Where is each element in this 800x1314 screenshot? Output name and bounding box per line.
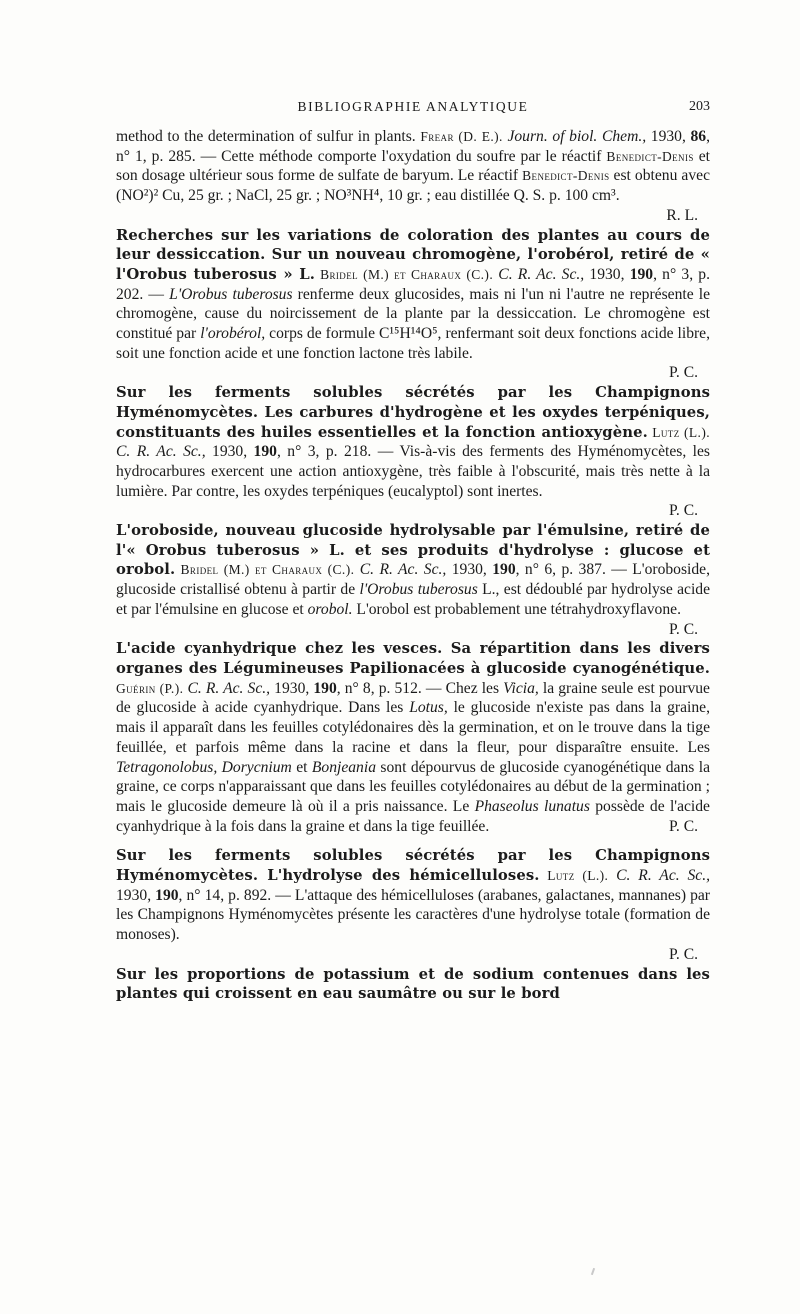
genus-name: Lotus, <box>409 699 448 717</box>
entry-title: Sur les ferments solubles sécrétés par les Champignons Hyménomycètes. L'hydrolyse des hémicelluloses. <box>116 847 710 885</box>
author-name: Bridel (M.) et Charaux (C.). <box>175 562 355 578</box>
reviewer-signature: P. C. <box>668 945 698 963</box>
volume-number: 190 <box>313 679 337 697</box>
entry-title: L'acide cyanhydrique chez les vesces. Sa répartition dans les divers organes des Légumineuses Papilionacées à glucoside cyanogénétique. <box>116 640 710 677</box>
entry-hemicelluloses <box>116 846 710 945</box>
volume-number: 190 <box>492 561 516 579</box>
print-speck <box>591 1268 595 1275</box>
volume-number: 86 <box>690 128 707 145</box>
entry-potassium-sodium <box>116 965 710 1004</box>
author-name: Lutz (L.). <box>647 424 710 440</box>
volume-number: 190 <box>629 265 654 283</box>
page-reference: , n° 6, p. 387. <box>515 561 606 579</box>
entry-text: corps de formule C¹⁵H¹⁴O⁵, renfermant soit deux fonctions acide libre, soit une fonction acide et une fonction lactone très labile. <box>116 325 710 362</box>
journal-name: C. R. Ac. Sc., <box>608 867 710 885</box>
entry-text: — Chez les <box>421 679 504 697</box>
genus-name: Bonjeania <box>311 758 376 776</box>
entry-text: et <box>291 758 312 776</box>
entry-text: — L'attaque des hémicelluloses (arabanes, galactanes, mannanes) par les Champignons Hyménomycètes présente les caractères d'une hydrolyse totale (formation de monoses). <box>116 886 710 944</box>
species-name: l'Orobus tuberosus <box>359 581 478 599</box>
entry-text: renferme deux glucosides, mais ni l'un ni l'autre ne représente le chromogène, cause du noircissement de la plante par la dessiccation. Le chromogène est constitué par <box>116 285 711 343</box>
entry-sulfur-method <box>116 127 710 206</box>
entry-cyanhydric-acid <box>116 639 710 836</box>
entry-text: la graine seule est pourvue de glucoside à acide cyanhydrique. Dans les <box>116 679 710 717</box>
year: 1930, <box>205 443 254 461</box>
page-reference: , n° 1, p. 285. <box>116 128 710 165</box>
page-reference: , n° 14, p. 892. <box>178 886 272 904</box>
year: 1930, <box>116 886 156 904</box>
genus-name: Phaseolus lunatus <box>474 797 590 815</box>
reviewer-signature: P. C. <box>668 817 698 835</box>
entry-text: et son dosage ultérieur sous forme de sulfate de baryum. Le réactif <box>116 147 710 185</box>
running-head <box>116 99 710 123</box>
reviewer-signature: P. C. <box>668 364 698 382</box>
year: 1930, <box>584 265 630 283</box>
volume-number: 190 <box>253 443 277 461</box>
author-name: Frear (D. E.). <box>420 129 503 144</box>
year: 1930, <box>446 561 493 579</box>
species-name: L'Orobus tuberosus <box>169 285 293 303</box>
entry-text: est obtenu avec (NO²)² Cu, 25 gr. ; NaCl, 25 gr. ; NO³NH⁴, 10 gr. ; eau distillée Q. S. p. 100 cm³. <box>116 167 710 205</box>
entry-text: sont dépourvus de glucoside cyanogénétique dans la graine, ce corps n'apparaissant que dans les feuilles cotylédonaires au début de la germination ; mais le glucoside demeure là où il a pris naissance. Le <box>116 758 710 815</box>
journal-name: C. R. Ac. Sc., <box>183 679 271 697</box>
entry-title: L'oroboside, nouveau glucoside hydrolysable par l'émulsine, retiré de l'« Orobus tuberosus » L. et ses produits d'hydrolyse : glucose et orobol. <box>116 522 710 579</box>
entry-text: le glucoside n'existe pas dans la graine, mais il apparaît dans les feuilles cotylédonaires dès la germination, et on le trouve dans la tige feuillée, et parfois même dans la racine et dans la fleur, pour disparaître ensuite. Les <box>116 699 710 756</box>
author-name: Bridel (M.) et Charaux (C.). <box>315 266 494 282</box>
entry-text: — Vis-à-vis des ferments des Hyménomycètes, les hydrocarbures exercent une action antioxygène, très faible à l'obscurité, mais très nette à la lumière. Par contre, les oxydes terpéniques (eucalyptol) sont inertes. <box>116 443 710 500</box>
entry-title: Sur les ferments solubles sécrétés par les Champignons Hyménomycètes. Les carbures d'hydrogène et les oxydes terpéniques, constituants des huiles essentielles et la fonction antioxygène. <box>116 384 710 441</box>
entry-oroboside <box>116 521 710 620</box>
entry-text: method to the determination of sulfur in plants. <box>116 128 421 145</box>
reagent-name: Benedict-Denis <box>606 148 694 164</box>
entry-text: — Cette méthode comporte l'oxydation du soufre par le réactif <box>195 147 607 165</box>
running-title: BIBLIOGRAPHIE ANALYTIQUE <box>297 99 529 114</box>
page-reference: , n° 3, p. 202. <box>116 265 710 303</box>
entry-text: L'orobol est probablement une tétrahydroxyflavone. <box>352 600 681 618</box>
journal-name: C. R. Ac. Sc., <box>493 265 585 283</box>
entry-ferments-antioxygen <box>116 383 710 501</box>
journal-name: Journ. of biol. Chem., <box>502 128 647 145</box>
author-name: Guérin (P.). <box>116 680 184 696</box>
page-reference: , n° 8, p. 512. <box>336 679 422 697</box>
genus-name: Vicia, <box>503 679 539 697</box>
entry-text: L., est dédoublé par hydrolyse acide et par l'émulsine en glucose et <box>116 581 710 618</box>
author-name: Lutz (L.). <box>539 868 609 884</box>
entry-text: possède de l'acide cyanhydrique à la fois dans la graine et dans la tige feuillée. <box>116 797 710 835</box>
volume-number: 190 <box>155 886 179 904</box>
page-number: 203 <box>689 99 710 114</box>
reagent-name: Benedict-Denis <box>522 168 610 184</box>
page-reference: , n° 3, p. 218. <box>276 443 372 461</box>
compound-name: l'orobérol, <box>200 325 266 343</box>
body-text <box>116 127 710 1004</box>
journal-name: C. R. Ac. Sc., <box>116 443 206 461</box>
year: 1930, <box>646 128 691 145</box>
entry-title: Sur les proportions de potassium et de sodium contenues dans les plantes qui croissent en eau saumâtre ou sur le bord <box>116 965 710 1003</box>
entry-text: — L'oroboside, glucoside cristallisé obtenu à partir de <box>116 561 710 599</box>
journal-name: C. R. Ac. Sc., <box>354 561 447 579</box>
entry-orobus-chromogen <box>116 226 710 364</box>
entry-text: — <box>143 285 170 303</box>
reviewer-signature: P. C. <box>668 502 698 520</box>
reviewer-signature: P. C. <box>668 620 698 638</box>
genus-name: Tetragonolobus, Dorycnium <box>116 758 292 776</box>
entry-title: Recherches sur les variations de coloration des plantes au cours de leur dessiccation. Sur un nouveau chromogène, l'orobérol, retiré de « l'Orobus tuberosus » L. <box>116 226 710 283</box>
year: 1930, <box>270 679 314 697</box>
compound-name: orobol. <box>307 600 353 618</box>
reviewer-signature: R. L. <box>666 206 698 224</box>
